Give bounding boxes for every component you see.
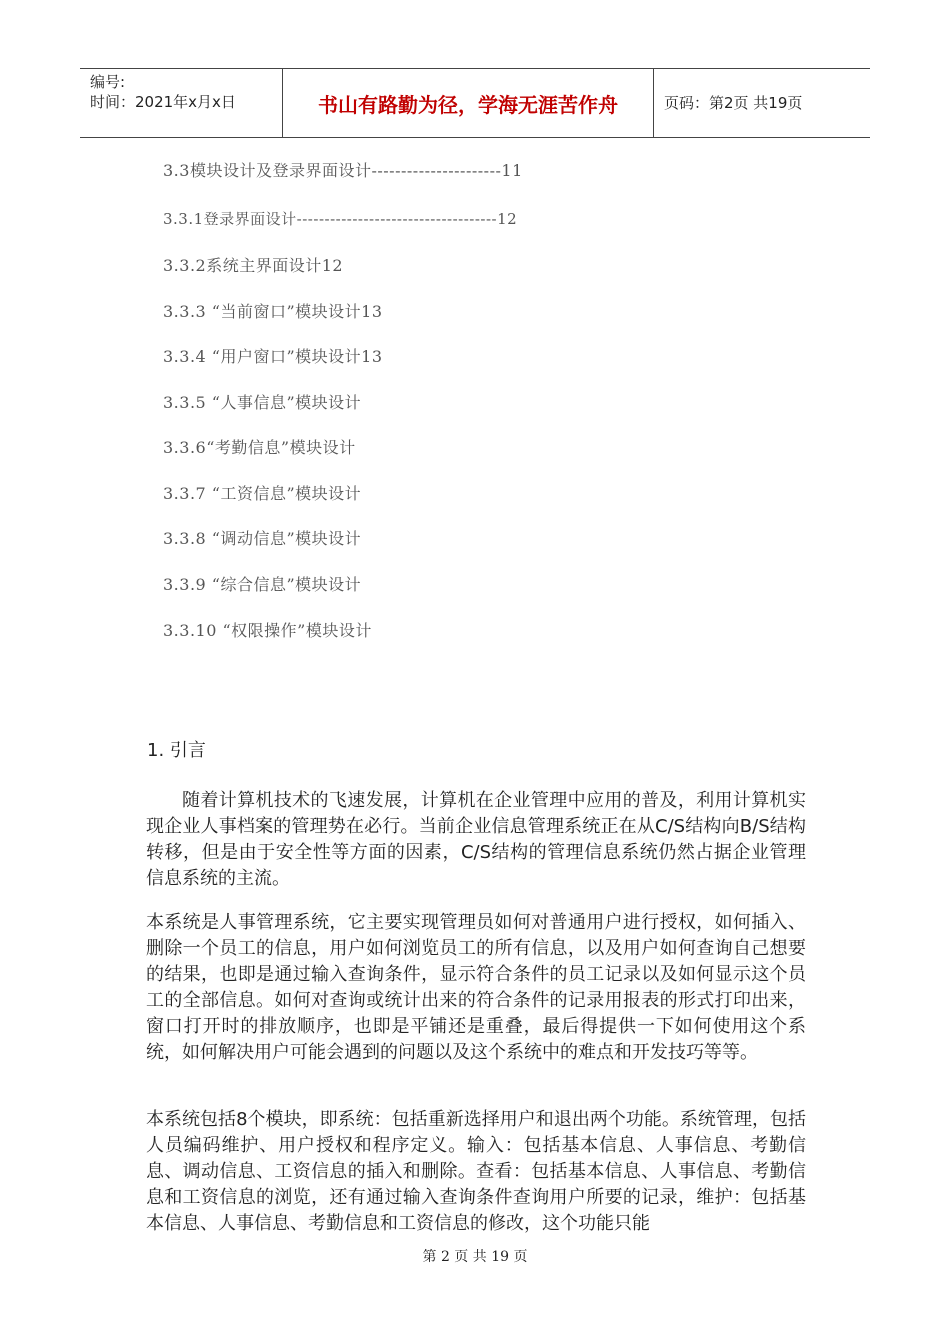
toc-item[interactable]: 3.3.3 “当前窗口”模块设计13 xyxy=(163,302,383,321)
toc-item[interactable]: 3.3.5 “人事信息”模块设计 xyxy=(163,393,362,412)
toc-item[interactable]: 3.3.7 “工资信息”模块设计 xyxy=(163,484,362,503)
document-number-label: 编号: xyxy=(90,73,126,91)
header-meta-cell xyxy=(80,69,283,137)
toc-item[interactable]: 3.3.10 “权限操作”模块设计 xyxy=(163,621,372,640)
header-motto-cell xyxy=(283,69,654,137)
toc-item[interactable]: 3.3.1登录界面设计------------------------------------12 xyxy=(163,210,518,228)
document-date: 时间：2021年x月x日 xyxy=(90,93,236,111)
page-header xyxy=(80,68,870,138)
toc-item[interactable]: 3.3.6“考勤信息”模块设计 xyxy=(163,438,356,457)
page-footer: 第 2 页 共 19 页 xyxy=(422,1249,528,1265)
toc-item[interactable]: 3.3.8 “调动信息”模块设计 xyxy=(163,529,362,548)
toc-item[interactable]: 3.3模块设计及登录界面设计----------------------11 xyxy=(163,161,523,180)
body-paragraph: 随着计算机技术的飞速发展，计算机在企业管理中应用的普及，利用计算机实现企业人事档案的管理势在必行。当前企业信息管理系统正在从C/S结构向B/S结构转移，但是由于安全性等方面的因素，C/S结构的管理信息系统仍然占据企业管理信息系统的主流。 xyxy=(146,790,806,889)
body-paragraph: 本系统包括8个模块，即系统：包括重新选择用户和退出两个功能。系统管理，包括人员编码维护、用户授权和程序定义。输入：包括基本信息、人事信息、考勤信息、调动信息、工资信息的插入和删除。查看：包括基本信息、人事信息、考勤信息和工资信息的浏览，还有通过输入查询条件查询用户所要的记录，维护：包括基本信息、人事信息、考勤信息和工资信息的修改，这个功能只能 xyxy=(146,1109,806,1234)
header-motto: 书山有路勤为径，学海无涯苦作舟 xyxy=(318,93,618,117)
toc-item[interactable]: 3.3.4 “用户窗口”模块设计13 xyxy=(163,347,383,366)
header-page-info: 页码：第2页 共19页 xyxy=(664,94,803,112)
toc-item[interactable]: 3.3.9 “综合信息”模块设计 xyxy=(163,575,362,594)
body-paragraph: 本系统是人事管理系统，它主要实现管理员如何对普通用户进行授权，如何插入、删除一个员工的信息，用户如何浏览员工的所有信息，以及用户如何查询自己想要的结果，也即是通过输入查询条件，显示符合条件的员工记录以及如何显示这个员工的全部信息。如何对查询或统计出来的符合条件的记录用报表的形式打印出来，窗口打开时的排放顺序，也即是平铺还是重叠，最后得提供一下如何使用这个系统，如何解决用户可能会遇到的问题以及这个系统中的难点和开发技巧等等。 xyxy=(146,912,806,1063)
section-heading: 1. 引言 xyxy=(147,740,206,761)
toc-item[interactable]: 3.3.2系统主界面设计12 xyxy=(163,256,344,275)
header-page-cell xyxy=(654,69,870,137)
